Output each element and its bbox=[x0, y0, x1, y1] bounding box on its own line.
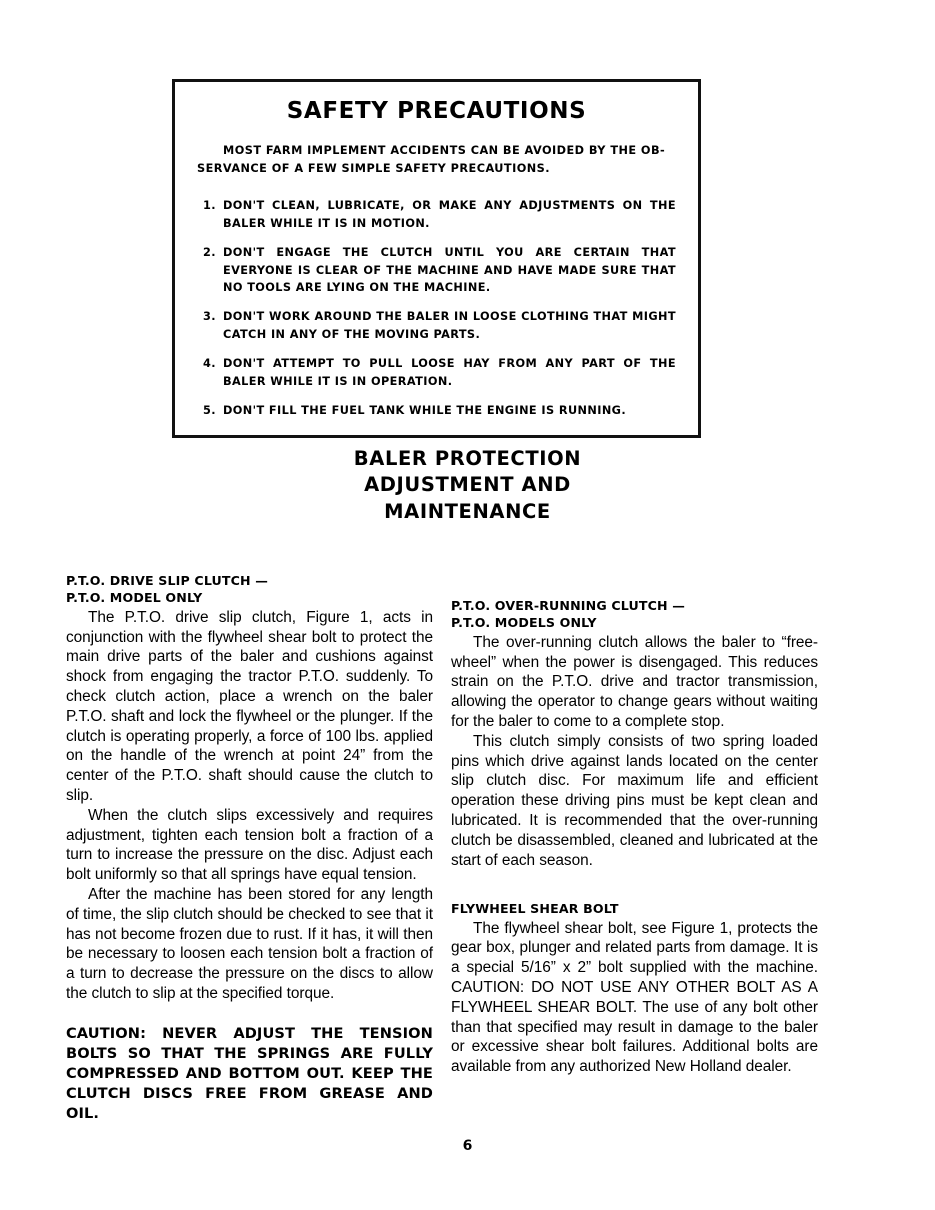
page-number: 6 bbox=[462, 1138, 473, 1154]
list-item-text: DON'T ENGAGE THE CLUTCH UNTIL YOU ARE CERTAIN THAT EVERYONE IS CLEAR OF THE MACHINE AND HAVE MADE SURE THAT NO TOOLS ARE LYING ON THE MACHINE. bbox=[223, 245, 676, 295]
page-title-line-3: MAINTENANCE bbox=[384, 499, 551, 523]
safety-box-title: SAFETY PRECAUTIONS bbox=[286, 98, 587, 124]
list-item-number: 5. bbox=[203, 403, 216, 417]
paragraph: The P.T.O. drive slip clutch, Figure 1, acts in conjunction with the flywheel shear bolt to protect the main drive parts of the baler and cushions against shock from engaging the tractor P.T.O. suddenly. To check clutch action, place a wrench on the baler P.T.O. shaft and lock the flywheel or the plunger. If the clutch is operating properly, a force of 100 lbs. applied on the handle of the wrench at point 24” from the center of the P.T.O. shaft should cause the clutch to slip. bbox=[66, 608, 433, 804]
page-title bbox=[0, 446, 935, 525]
section-spacer bbox=[451, 870, 818, 900]
list-item-number: 2. bbox=[203, 245, 216, 259]
list-item-text: DON'T WORK AROUND THE BALER IN LOOSE CLOTHING THAT MIGHT CATCH IN ANY OF THE MOVING PARTS. bbox=[223, 310, 676, 342]
list-item bbox=[203, 308, 676, 344]
section-heading-flywheel-shear-bolt bbox=[451, 900, 818, 917]
section-heading-line-1: P.T.O. OVER-RUNNING CLUTCH — bbox=[451, 598, 685, 613]
safety-precautions-list bbox=[203, 197, 676, 419]
section-heading-line-2: P.T.O. MODEL ONLY bbox=[66, 590, 203, 606]
section-heading-line-1: P.T.O. DRIVE SLIP CLUTCH — bbox=[66, 573, 269, 588]
list-item-number: 1. bbox=[203, 199, 216, 212]
list-item bbox=[203, 402, 676, 420]
safety-precautions-box bbox=[172, 79, 701, 438]
list-item bbox=[203, 244, 676, 298]
list-item bbox=[203, 197, 676, 233]
page-title-line-2: ADJUSTMENT AND bbox=[364, 473, 571, 497]
caution-notice: CAUTION: NEVER ADJUST THE TENSION BOLTS SO THAT THE SPRINGS ARE FULLY COMPRESSED AND BOTTOM OUT. KEEP THE CLUTCH DISCS FREE FROM GREASE AND OIL. bbox=[66, 1024, 433, 1123]
paragraph: The over-running clutch allows the baler to “free-wheel” when the power is disengaged. This reduces strain on the P.T.O. drive and tractor transmission, allowing the operator to change gears without waiting for the baler to come to a complete stop. bbox=[451, 633, 818, 730]
list-item-number: 3. bbox=[203, 310, 216, 324]
safety-intro-line-1: MOST FARM IMPLEMENT ACCIDENTS CAN BE AVOIDED BY THE OB- bbox=[223, 144, 666, 157]
paragraph: This clutch simply consists of two spring loaded pins which drive against lands located on the center slip clutch disc. For maximum life and efficient operation these driving pins must be kept clean and lubricated. It is recommended that the over-running clutch be disassembled, cleaned and lubricated at the start of each season. bbox=[451, 732, 818, 869]
safety-box-intro bbox=[197, 142, 676, 177]
section-heading-pto-drive-slip-clutch bbox=[66, 572, 433, 607]
page-title-line-1: BALER PROTECTION bbox=[353, 447, 582, 470]
paragraph: The flywheel shear bolt, see Figure 1, protects the gear box, plunger and related parts from damage. It is a special 5/16” x 2” bolt supplied with the machine. CAUTION: DO NOT USE ANY OTHER BOLT AS A FLYWHEEL SHEAR BOLT. The use of any bolt other than that specified may result in damage to the baler or excessive shear bolt failures. Additional bolts are available from any authorized New Holland dealer. bbox=[451, 919, 818, 1076]
list-item-text: DON'T FILL THE FUEL TANK WHILE THE ENGINE IS RUNNING. bbox=[223, 403, 627, 417]
list-item-text: DON'T ATTEMPT TO PULL LOOSE HAY FROM ANY PART OF THE BALER WHILE IT IS IN OPERATION. bbox=[223, 356, 676, 388]
paragraph: When the clutch slips excessively and requires adjustment, tighten each tension bolt a fraction of a turn to increase the pressure on the disc. Adjust each bolt uniformly so that all springs have equal tension. bbox=[66, 806, 433, 884]
section-heading-line-1: FLYWHEEL SHEAR BOLT bbox=[451, 901, 619, 917]
section-heading-pto-over-running-clutch bbox=[451, 597, 818, 632]
paragraph: After the machine has been stored for any length of time, the slip clutch should be checked to see that it has not become frozen due to rust. If it has, it will then be necessary to loosen each tension bolt a fraction of a turn to decrease the pressure on the discs to allow the clutch to slip at the specified torque. bbox=[66, 885, 433, 1002]
left-column bbox=[66, 572, 433, 1144]
safety-intro-line-2: SERVANCE OF A FEW SIMPLE SAFETY PRECAUTIONS. bbox=[197, 161, 551, 175]
right-column bbox=[451, 597, 818, 1077]
list-item-text: DON'T CLEAN, LUBRICATE, OR MAKE ANY ADJUSTMENTS ON THE BALER WHILE IT IS IN MOTION. bbox=[223, 199, 676, 230]
list-item-number: 4. bbox=[203, 356, 216, 370]
list-item bbox=[203, 355, 676, 391]
section-heading-line-2: P.T.O. MODELS ONLY bbox=[451, 615, 597, 631]
